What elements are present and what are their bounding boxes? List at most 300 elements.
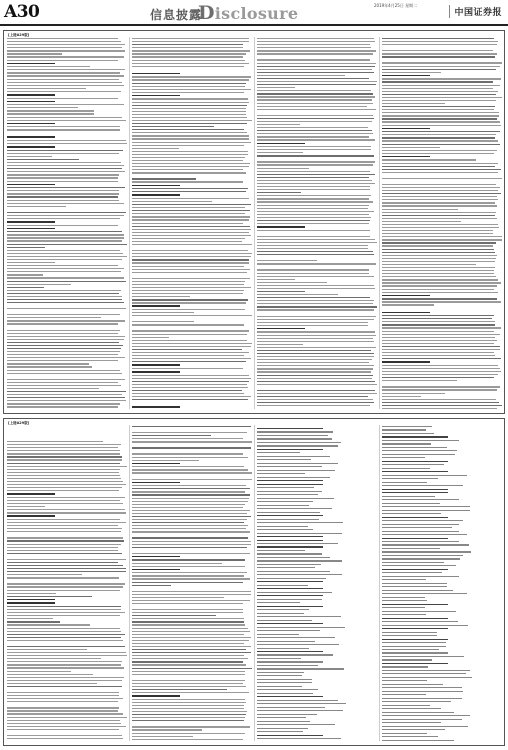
text-line [7, 481, 123, 482]
text-line [132, 658, 248, 659]
text-line [132, 287, 251, 288]
text-line [132, 226, 250, 227]
text-line [7, 640, 123, 641]
text-line [132, 426, 251, 427]
text-line [382, 396, 421, 397]
list-line [382, 503, 440, 504]
list-line [257, 442, 341, 443]
text-line [257, 309, 374, 310]
list-line [382, 597, 425, 598]
text-line [132, 114, 246, 115]
text-line [257, 146, 371, 147]
text-line [382, 78, 501, 79]
text-line [7, 406, 118, 407]
text-line [257, 133, 373, 134]
text-heading-line [132, 371, 180, 373]
list-heading-line [382, 436, 448, 437]
text-line [132, 188, 248, 189]
text-line [257, 236, 370, 237]
list-line [257, 498, 334, 499]
text-line [132, 102, 249, 103]
text-line [7, 104, 124, 105]
text-line [132, 393, 244, 394]
list-line [257, 473, 305, 474]
text-line [132, 634, 244, 635]
text-line [132, 361, 246, 362]
text-line [132, 132, 247, 133]
text-line [7, 373, 122, 374]
text-line [257, 338, 373, 339]
text-line [132, 661, 243, 662]
text-line [132, 582, 243, 583]
text-line [257, 99, 372, 100]
text-line [382, 368, 500, 369]
text-line [382, 209, 458, 210]
text-line [257, 130, 372, 131]
list-line [382, 527, 452, 528]
text-line [382, 109, 494, 110]
text-line [132, 466, 244, 467]
list-line [257, 501, 313, 502]
text-line [132, 47, 243, 48]
list-line [382, 611, 456, 612]
text-line [7, 314, 120, 315]
text-line [382, 249, 494, 250]
list-heading-line [257, 595, 323, 596]
text-line [257, 378, 372, 379]
list-line [257, 602, 300, 603]
text-line [7, 723, 121, 724]
list-line [382, 632, 437, 633]
text-line [7, 60, 118, 61]
text-line [257, 106, 367, 107]
text-line [132, 262, 249, 263]
text-line [132, 469, 248, 470]
list-line [382, 447, 447, 448]
list-heading-line [257, 581, 323, 582]
list-line [382, 642, 446, 643]
text-line [257, 72, 374, 73]
text-line [7, 397, 125, 398]
text-line [132, 628, 248, 629]
text-line [7, 113, 94, 114]
text-line [132, 324, 244, 325]
text-line [7, 357, 125, 358]
text-line [257, 103, 373, 104]
text-line [7, 710, 118, 711]
text-line [257, 84, 376, 85]
text-line [382, 245, 493, 246]
text-line [382, 389, 497, 390]
list-line [257, 689, 318, 690]
list-line [257, 654, 333, 655]
text-line [7, 550, 118, 551]
text-line [257, 136, 369, 137]
text-line [132, 597, 224, 598]
text-line [7, 713, 123, 714]
text-line [7, 484, 126, 485]
text-line [382, 282, 501, 283]
text-line [7, 336, 125, 337]
text-line [382, 261, 495, 262]
text-line [382, 166, 495, 167]
list-line [257, 477, 330, 478]
text-line [382, 97, 502, 98]
text-line [257, 288, 375, 289]
text-line [7, 177, 118, 178]
text-line [132, 603, 243, 604]
text-line [7, 41, 121, 42]
list-line [257, 641, 315, 642]
list-line [257, 637, 335, 638]
list-line [257, 693, 313, 694]
text-heading-line [382, 75, 430, 77]
text-line [7, 110, 94, 111]
text-line [257, 384, 377, 385]
text-line [7, 553, 122, 554]
list-line [382, 729, 445, 730]
text-heading-line [132, 73, 180, 75]
text-line [132, 717, 245, 718]
text-line [382, 169, 501, 170]
text-line [132, 41, 249, 42]
announcement-panel-bottom [3, 418, 505, 746]
text-line [7, 351, 120, 352]
text-line [257, 96, 375, 97]
text-line [7, 459, 122, 460]
text-line [7, 720, 120, 721]
text-heading-line [382, 156, 430, 158]
text-line [382, 193, 501, 194]
text-line [7, 606, 121, 607]
text-line [7, 153, 119, 154]
list-line [382, 614, 426, 615]
text-line [132, 312, 194, 313]
text-heading-line [132, 482, 180, 484]
text-line [132, 340, 247, 341]
list-line [257, 553, 322, 554]
text-line [132, 83, 246, 84]
list-line [382, 736, 438, 737]
text-line [132, 519, 247, 520]
text-line [382, 69, 496, 70]
text-line [7, 628, 120, 629]
text-line [7, 664, 121, 665]
text-line [257, 285, 374, 286]
list-line [257, 505, 309, 506]
text-heading-line [132, 364, 180, 366]
text-line [382, 144, 500, 145]
text-line [7, 215, 124, 216]
list-line [382, 565, 456, 566]
text-line [132, 166, 249, 167]
list-line [382, 510, 470, 511]
text-line [257, 152, 303, 153]
text-line [7, 75, 124, 76]
text-line [132, 160, 243, 161]
text-line [382, 100, 496, 101]
text-line [7, 571, 126, 572]
text-line [132, 381, 249, 382]
text-line [132, 460, 199, 461]
text-line [7, 253, 123, 254]
text-line [132, 507, 243, 508]
text-line [7, 590, 120, 591]
text-line [257, 118, 374, 119]
list-line [257, 522, 343, 523]
text-line [257, 242, 377, 243]
text-line [7, 540, 124, 541]
text-line [382, 289, 494, 290]
text-line [257, 331, 375, 332]
text-heading-line [257, 226, 305, 228]
list-heading-line [382, 538, 448, 539]
text-line [132, 432, 247, 433]
list-line [382, 475, 467, 476]
text-line [132, 76, 251, 77]
list-line [382, 548, 440, 549]
text-line [132, 138, 249, 139]
text-line [132, 63, 249, 64]
text-line [257, 350, 371, 351]
text-line [7, 583, 125, 584]
text-line [7, 738, 123, 739]
list-line [257, 707, 325, 708]
list-line [257, 627, 345, 628]
text-line [7, 302, 124, 303]
text-line [7, 577, 119, 578]
text-line [132, 253, 252, 254]
text-line [382, 224, 498, 225]
text-line [7, 649, 87, 650]
list-line [257, 519, 319, 520]
text-line [257, 198, 369, 199]
text-line [382, 118, 497, 119]
text-line [257, 322, 368, 323]
text-line [257, 149, 371, 150]
list-line [382, 555, 463, 556]
text-line [132, 621, 244, 622]
list-line [382, 520, 463, 521]
text-line [382, 112, 499, 113]
text-line [132, 387, 248, 388]
text-line [132, 578, 250, 579]
text-line [7, 453, 120, 454]
list-heading-line [382, 461, 448, 462]
text-line [382, 230, 493, 231]
text-line [7, 218, 120, 219]
text-line [7, 463, 120, 464]
list-line [257, 609, 309, 610]
text-line [132, 272, 247, 273]
list-line [382, 733, 427, 734]
text-line [7, 107, 78, 108]
list-line [257, 560, 342, 561]
text-line [7, 609, 121, 610]
text-line [132, 683, 243, 684]
text-line [7, 661, 122, 662]
text-line [7, 56, 124, 57]
list-line [257, 491, 322, 492]
text-line [7, 98, 118, 99]
text-line [257, 396, 368, 397]
text-line [132, 256, 251, 257]
text-line [7, 512, 126, 513]
text-line [257, 359, 372, 360]
text-line [7, 522, 126, 523]
text-line [132, 250, 248, 251]
column-rule [129, 425, 130, 741]
list-line [382, 478, 438, 479]
text-line [382, 66, 500, 67]
list-line [382, 684, 443, 685]
text-line [7, 509, 125, 510]
text-line [7, 262, 55, 263]
text-line [382, 227, 499, 228]
list-heading-line [257, 623, 323, 624]
list-line [257, 564, 321, 565]
text-line [257, 217, 371, 218]
text-heading-line [7, 101, 55, 103]
text-heading-line [257, 328, 305, 330]
text-line [7, 403, 120, 404]
text-line [7, 360, 118, 361]
section-title: 信息披露 [150, 8, 203, 22]
list-line [257, 661, 323, 662]
list-line [257, 494, 318, 495]
text-line [132, 631, 250, 632]
text-line [132, 53, 246, 54]
text-line [7, 168, 122, 169]
text-line [132, 384, 247, 385]
list-line [257, 533, 342, 534]
list-line [257, 463, 338, 464]
text-line [132, 664, 246, 665]
list-heading-line [257, 546, 323, 547]
text-line [257, 368, 373, 369]
text-line [132, 729, 202, 730]
text-line [7, 159, 79, 160]
list-line [382, 506, 470, 507]
list-heading-line [382, 517, 448, 518]
text-line [7, 618, 53, 619]
list-heading-line [257, 540, 323, 541]
list-line [382, 625, 468, 626]
section-title-en-initial: D [198, 2, 215, 24]
text-heading-line [132, 406, 180, 408]
text-line [7, 156, 52, 157]
list-line [382, 531, 459, 532]
list-line [257, 543, 338, 544]
text-line [7, 296, 122, 297]
text-line [132, 504, 245, 505]
text-line [257, 405, 370, 406]
text-line [132, 692, 249, 693]
text-line [7, 277, 124, 278]
text-line [7, 717, 127, 718]
text-line [257, 180, 372, 181]
list-line [382, 562, 444, 563]
text-line [132, 281, 245, 282]
text-line [132, 736, 193, 737]
text-line [132, 296, 190, 297]
list-heading-line [257, 515, 323, 516]
text-column-1 [7, 38, 127, 409]
text-heading-line [382, 312, 430, 314]
text-line [7, 677, 124, 678]
text-line [7, 53, 62, 54]
text-line [7, 695, 119, 696]
text-line [7, 565, 123, 566]
text-line [132, 516, 251, 517]
text-line [382, 212, 496, 213]
text-line [132, 181, 243, 182]
text-heading-line [382, 295, 430, 297]
list-heading-line [382, 639, 448, 640]
text-line [382, 134, 496, 135]
text-line [257, 260, 317, 261]
text-line [257, 50, 376, 51]
text-line [132, 120, 252, 121]
text-line [257, 161, 375, 162]
text-line [257, 214, 369, 215]
text-line [257, 205, 369, 206]
list-line [257, 686, 302, 687]
text-line [382, 159, 476, 160]
list-heading-line [382, 618, 448, 619]
text-line [7, 450, 120, 451]
list-line [382, 590, 453, 591]
text-line [7, 323, 118, 324]
text-line [257, 254, 374, 255]
text-line [132, 624, 245, 625]
text-heading-line [132, 569, 180, 571]
text-line [7, 667, 124, 668]
text-heading-line [7, 599, 55, 601]
text-line [132, 198, 249, 199]
text-line [382, 402, 499, 403]
text-line [382, 258, 496, 259]
list-line [382, 659, 432, 660]
text-line [257, 186, 370, 187]
list-line [382, 572, 442, 573]
text-line [132, 79, 249, 80]
text-line [132, 438, 243, 439]
text-line [257, 124, 300, 125]
text-line [7, 256, 127, 257]
text-line [7, 200, 119, 201]
text-line [132, 652, 251, 653]
text-line [257, 87, 295, 88]
list-line [257, 445, 338, 446]
text-line [382, 38, 494, 39]
text-line [132, 399, 248, 400]
list-line [382, 719, 462, 720]
text-line [382, 324, 495, 325]
text-line [257, 115, 373, 116]
text-heading-line [132, 556, 180, 558]
column-rule [379, 425, 380, 741]
text-line [7, 79, 119, 80]
list-line [382, 635, 437, 636]
list-line [257, 672, 304, 673]
list-line [382, 433, 434, 434]
text-line [7, 225, 118, 226]
text-heading-line [132, 95, 180, 97]
text-line [132, 349, 242, 350]
text-line [382, 393, 445, 394]
text-line [132, 522, 244, 523]
